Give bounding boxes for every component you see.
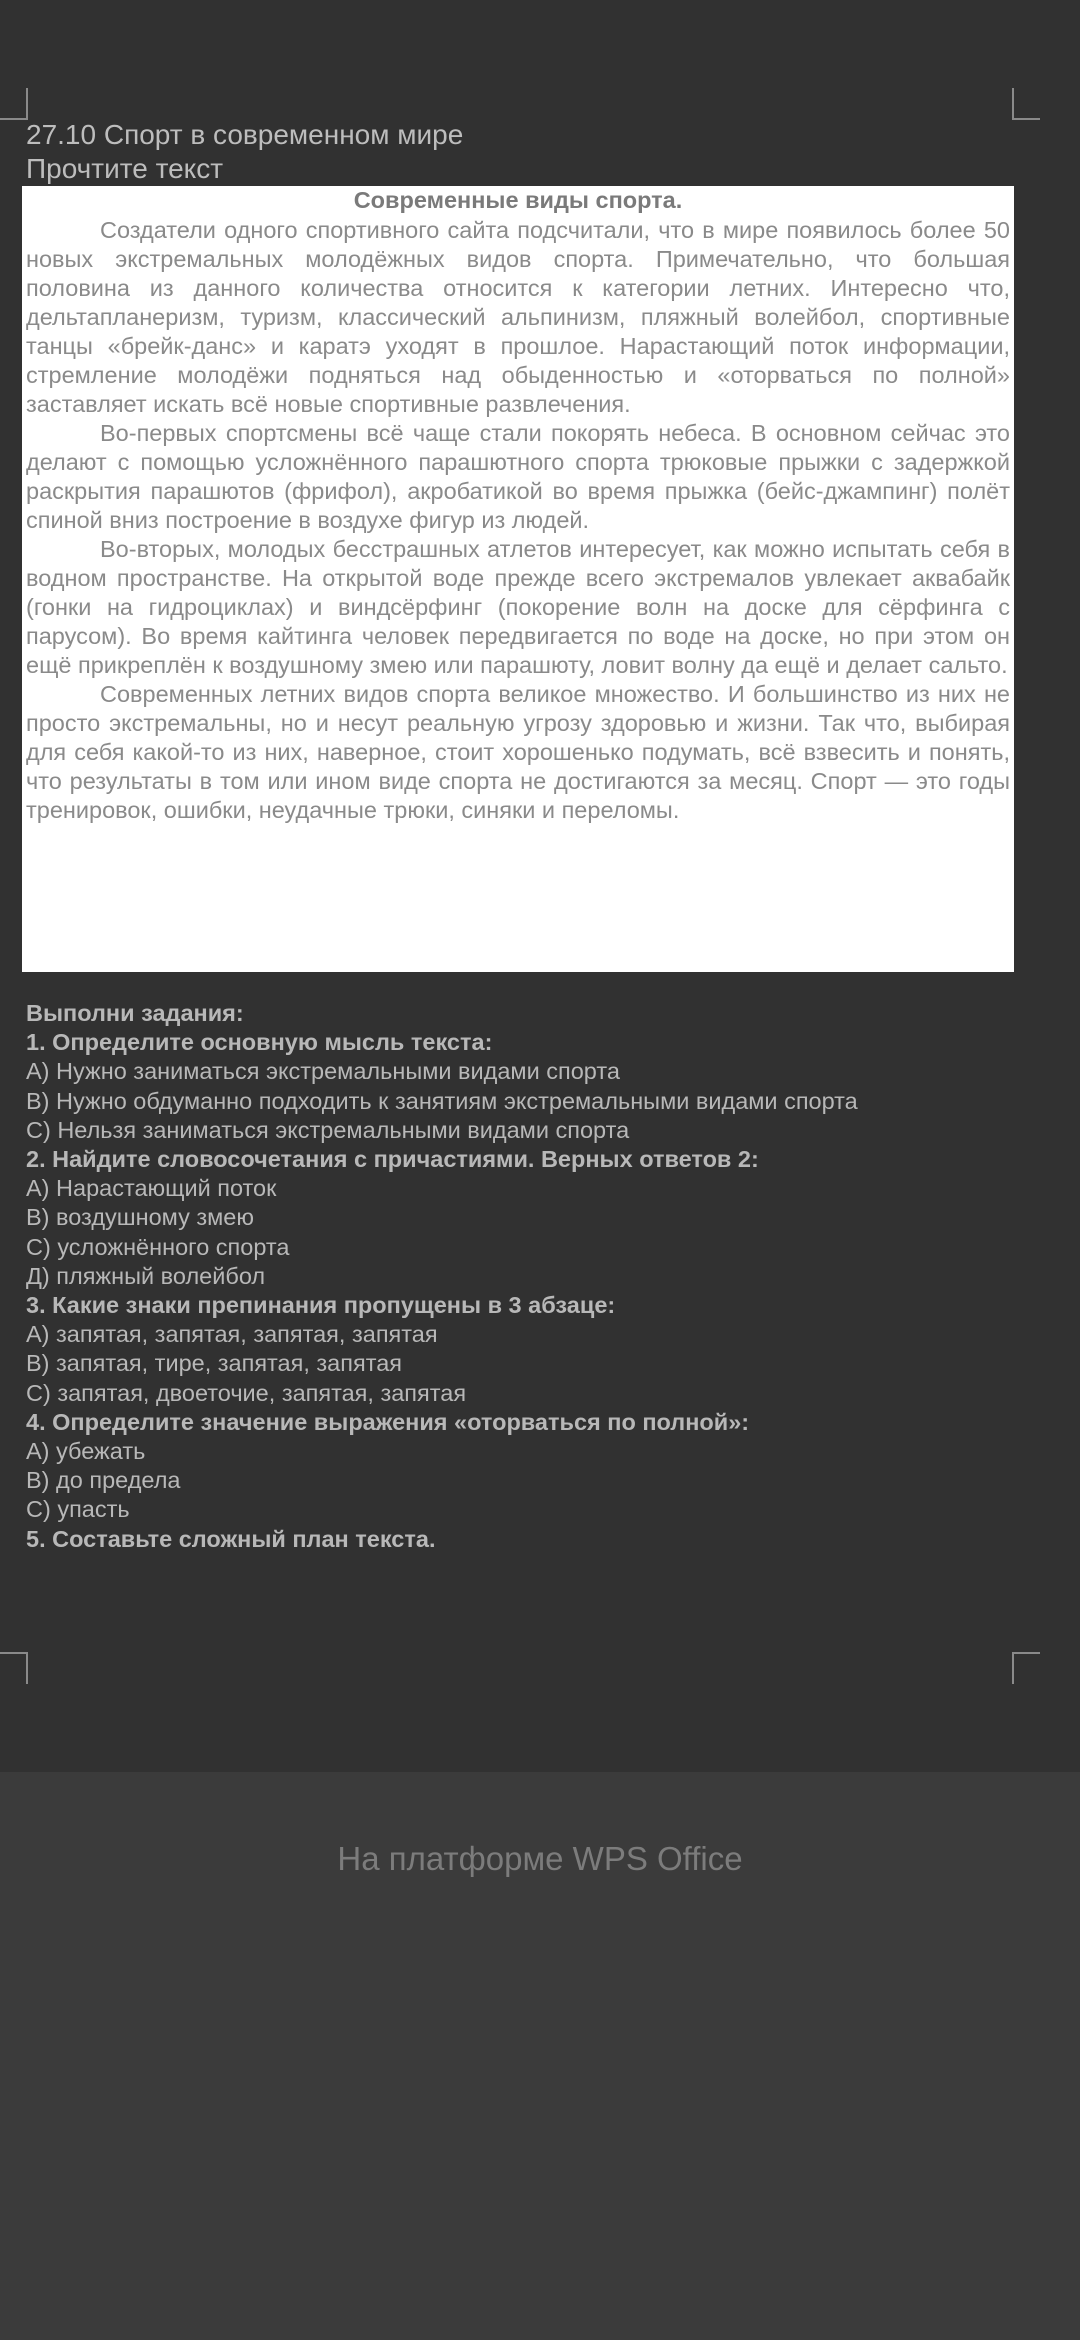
question-2-option-c: С) усложнённого спорта [26, 1233, 290, 1260]
text-paragraph-3: Во-вторых, молодых бесстрашных атлетов интересует, как можно испытать себя в водном пространстве. На открытой воде прежде всего экстремалов увлекает аквабайк (гонки на гидроциклах) и виндсёрфинг (покорение волн на доске для сёрфинга с парусом). Во время кайтинга человек передвигается по воде на доске, но при этом он ещё прикреплён к воздушному змею или парашюту, ловит волну да ещё и делает сальто. [26, 536, 1010, 678]
question-5: 5. Составьте сложный план текста. [26, 1525, 436, 1552]
text-paragraph-1: Создатели одного спортивного сайта подсчитали, что в мире появилось более 50 новых экстремальных молодёжных видов спорта. Примечательно, что большая половина из данного количества относится к категории летних. Интересно что, дельтапланеризм, туризм, классический альпинизм, пляжный волейбол, спортивные танцы «брейк-данс» и каратэ уходят в прошлое. Нарастающий поток информации, стремление молодёжи подняться над обыденностью и «оторваться по полной» заставляет искать всё новые спортивные развлечения. [26, 217, 1010, 417]
question-1-option-c: С) Нельзя заниматься экстремальными видами спорта [26, 1116, 630, 1143]
question-4-option-c: С) упасть [26, 1496, 130, 1523]
question-4: 4. Определите значение выражения «оторваться по полной»: [26, 1408, 750, 1435]
question-2-option-d: Д) пляжный волейбол [26, 1262, 266, 1289]
crop-mark-bottom-left [0, 1652, 28, 1684]
question-1-option-b: В) Нужно обдуманно подходить к занятиям экстремальными видами спорта [26, 1087, 858, 1114]
tasks-section [26, 999, 1036, 1554]
question-1: 1. Определите основную мысль текста: [26, 1029, 493, 1056]
question-3-option-b: В) запятая, тире, запятая, запятая [26, 1350, 402, 1377]
text-paragraph-2: Во-первых спортсмены всё чаще стали покорять небеса. В основном сейчас это делают с помощью усложнённого парашютного спорта трюковые прыжки с задержкой раскрытия парашютов (фрифол), акробатикой во время прыжка (бейс-джампинг) полёт спиной вниз построение в воздухе фигур из людей. [26, 420, 1010, 533]
question-3-option-a: А) запятая, запятая, запятая, запятая [26, 1321, 438, 1348]
text-paragraph-4: Современных летних видов спорта великое множество. И большинство из них не просто экстремальны, но и несут реальную угрозу здоровью и жизни. Так что, выбирая для себя какой-то из них, наверное, стоит хорошенько подумать, всё взвесить и понять, что результаты в том или ином виде спорта не достигаются за месяц. Спорт — это годы тренировок, ошибки, неудачные трюки, синяки и переломы. [26, 681, 1010, 823]
platform-label: На платформе WPS Office [337, 1840, 743, 1877]
tasks-intro: Выполни задания: [26, 1000, 244, 1026]
question-3-option-c: С) запятая, двоеточие, запятая, запятая [26, 1379, 467, 1406]
crop-mark-bottom-right [1012, 1652, 1040, 1684]
question-2-option-b: В) воздушному змею [26, 1204, 255, 1231]
crop-mark-top-left [0, 88, 28, 120]
question-4-option-b: В) до предела [26, 1467, 181, 1494]
document-heading: 27.10 Спорт в современном мире [26, 119, 464, 150]
question-1-option-a: А) Нужно заниматься экстремальными видами спорта [26, 1058, 620, 1085]
read-instruction: Прочтите текст [26, 153, 224, 184]
crop-mark-top-right [1012, 88, 1040, 120]
question-2-option-a: А) Нарастающий поток [26, 1175, 277, 1202]
text-title: Современные виды спорта. [353, 187, 683, 213]
reading-text-box [22, 186, 1014, 972]
question-2: 2. Найдите словосочетания с причастиями. Верных ответов 2: [26, 1146, 759, 1173]
question-3: 3. Какие знаки препинания пропущены в 3 абзаце: [26, 1292, 616, 1319]
question-4-option-a: А) убежать [26, 1438, 146, 1465]
